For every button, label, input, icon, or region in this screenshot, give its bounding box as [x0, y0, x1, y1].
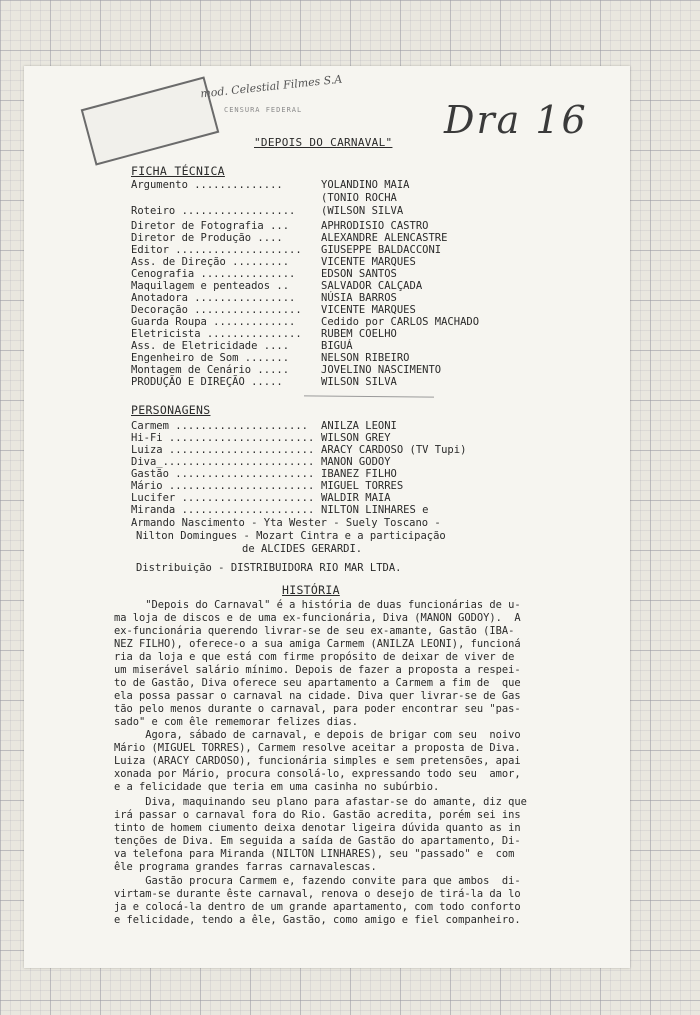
credit-value: WILSON SILVA: [321, 376, 397, 388]
actor-name: MANON GODOY: [321, 456, 391, 468]
credit-value: YOLANDINO MAIA: [321, 179, 410, 191]
credit-value: ALEXANDRE ALENCASTRE: [321, 232, 448, 244]
personagens-heading: PERSONAGENS: [131, 403, 211, 417]
story-line: xonada por Mário, procura consolá-lo, expressando todo seu amor,: [114, 768, 521, 780]
credit-label: Montagem de Cenário .....: [131, 364, 290, 376]
faint-stamp-text: CENSURA FEDERAL: [224, 106, 303, 114]
credit-row: [131, 179, 410, 192]
credit-label: Guarda Roupa .............: [131, 316, 296, 328]
document-title: "DEPOIS DO CARNAVAL": [254, 136, 393, 149]
story-line: to de Gastão, Diva oferece seu apartamento a Carmem a fim de que: [114, 677, 521, 689]
cast-extra-line: Armando Nascimento - Yta Wester - Suely Toscano -: [131, 517, 441, 529]
credit-value: SALVADOR CALÇADA: [321, 280, 423, 292]
story-line: "Depois do Carnaval" é a história de duas funcionárias de u-: [114, 599, 521, 611]
credit-label: Maquilagem e penteados ..: [131, 280, 290, 292]
character-name: Miranda .....................: [131, 504, 315, 516]
historia-heading: HISTÓRIA: [282, 583, 340, 597]
credit-value: JOVELINO NASCIMENTO: [321, 364, 442, 376]
story-line: Gastão procura Carmem e, fazendo convite para que ambos di-: [114, 875, 521, 887]
credit-label: Diretor de Fotografia ...: [131, 220, 290, 232]
credit-label: Argumento ..............: [131, 179, 283, 191]
story-line: tenções de Diva. Em seguida a saída de Gastão do apartamento, Di-: [114, 835, 521, 847]
handwritten-code: Dra 16: [444, 98, 588, 142]
credit-row: [131, 205, 404, 218]
story-line: ma loja de discos e de uma ex-funcionária, Diva (MANON GODOY). A: [114, 612, 521, 624]
story-line: irá passar o carnaval fora do Rio. Gastão acredita, porém sei ins: [114, 809, 521, 821]
document-page: [24, 66, 630, 968]
story-line: e felicidade, tendo a êle, Gastão, como amigo e fiel companheiro.: [114, 914, 521, 926]
story-line: Mário (MIGUEL TORRES), Carmem resolve aceitar a proposta de Diva.: [114, 742, 521, 754]
credit-value: BIGUÁ: [321, 340, 353, 352]
character-name: Carmem .....................: [131, 420, 309, 432]
credit-row: [131, 376, 397, 389]
credit-value: (TONIO ROCHA: [321, 192, 397, 204]
credit-value: VICENTE MARQUES: [321, 304, 416, 316]
character-name: Luiza .......................: [131, 444, 315, 456]
credit-value: NELSON RIBEIRO: [321, 352, 410, 364]
story-line: ex-funcionária querendo livrar-se de seu ex-amante, Gastão (IBA-: [114, 625, 515, 637]
story-line: Diva, maquinando seu plano para afastar-se do amante, diz que: [114, 796, 527, 808]
actor-name: WILSON GREY: [321, 432, 391, 444]
credit-label: Engenheiro de Som .......: [131, 352, 290, 364]
actor-name: ARACY CARDOSO (TV Tupi): [321, 444, 467, 456]
credit-label: Ass. de Eletricidade ....: [131, 340, 290, 352]
credit-value: GIUSEPPE BALDACCONI: [321, 244, 442, 256]
story-line: e a felicidade que teria em uma casinha no subúrbio.: [114, 781, 440, 793]
story-line: sado" e com êle rememorar felizes dias.: [114, 716, 358, 728]
cast-extra-line: Nilton Domingues - Mozart Cintra e a participação: [136, 530, 446, 542]
story-line: virtam-se durante êste carnaval, renova o desejo de tirá-la da lo: [114, 888, 521, 900]
character-name: Diva_........................: [131, 456, 315, 468]
credit-label: Anotadora ................: [131, 292, 296, 304]
character-name: Mário .......................: [131, 480, 315, 492]
pen-underline: [304, 395, 434, 397]
actor-name: IBANEZ FILHO: [321, 468, 397, 480]
story-line: Luiza (ARACY CARDOSO), funcionária simples e sem pretensões, apai: [114, 755, 521, 767]
character-name: Gastão ......................: [131, 468, 315, 480]
actor-name: NILTON LINHARES e: [321, 504, 429, 516]
credit-label: Decoração .................: [131, 304, 302, 316]
story-line: Agora, sábado de carnaval, e depois de brigar com seu noivo: [114, 729, 521, 741]
credit-label: PRODUÇÃO E DIREÇÃO .....: [131, 376, 283, 388]
cast-row: [131, 504, 429, 517]
rectangular-stamp: [81, 76, 220, 165]
character-name: Hi-Fi .......................: [131, 432, 315, 444]
actor-name: MIGUEL TORRES: [321, 480, 404, 492]
credit-label: Editor ....................: [131, 244, 302, 256]
credit-label: Roteiro ..................: [131, 205, 296, 217]
credit-label: Ass. de Direção .........: [131, 256, 290, 268]
credit-value: RUBEM COELHO: [321, 328, 397, 340]
story-line: êle programa grandes farras carnavalescas.: [114, 861, 377, 873]
story-line: va telefona para Miranda (NILTON LINHARES), seu "passado" e com: [114, 848, 515, 860]
credit-value: Cedido por CARLOS MACHADO: [321, 316, 480, 328]
character-name: Lucifer .....................: [131, 492, 315, 504]
story-line: ria da loja e que está com firme propósito de deixar de viver de: [114, 651, 515, 663]
credit-row: [131, 192, 397, 205]
cast-extra-line: de ALCIDES GERARDI.: [242, 543, 363, 555]
credit-value: (WILSON SILVA: [321, 205, 404, 217]
story-line: tão pelo menos durante o carnaval, para poder encontrar seu "pas-: [114, 703, 521, 715]
actor-name: ANILZA LEONI: [321, 420, 397, 432]
credit-value: APHRODISIO CASTRO: [321, 220, 429, 232]
story-line: tinto de homem ciumento deixa denotar ligeira dúvida quanto as in: [114, 822, 521, 834]
credit-value: NÚSIA BARROS: [321, 292, 397, 304]
distribution-line: Distribuição - DISTRIBUIDORA RIO MAR LTDA.: [136, 562, 402, 574]
credit-label: Cenografia ...............: [131, 268, 296, 280]
story-line: ja e colocá-la dentro de um grande apartamento, com todo conforto: [114, 901, 521, 913]
stamp-handwriting: mod. Celestial Filmes S.A: [199, 72, 343, 101]
story-line: um miserável salário mínimo. Depois de fazer a proposta a respei-: [114, 664, 521, 676]
credit-value: VICENTE MARQUES: [321, 256, 416, 268]
credit-value: EDSON SANTOS: [321, 268, 397, 280]
story-line: ela possa passar o carnaval na cidade. Diva quer livrar-se de Gas: [114, 690, 521, 702]
ficha-tecnica-heading: FICHA TÉCNICA: [131, 164, 225, 178]
actor-name: WALDIR MAIA: [321, 492, 391, 504]
credit-label: Eletricista ...............: [131, 328, 302, 340]
story-line: NEZ FILHO), oferece-o a sua amiga Carmem (ANILZA LEONI), funcioná: [114, 638, 521, 650]
credit-label: Diretor de Produção ....: [131, 232, 283, 244]
